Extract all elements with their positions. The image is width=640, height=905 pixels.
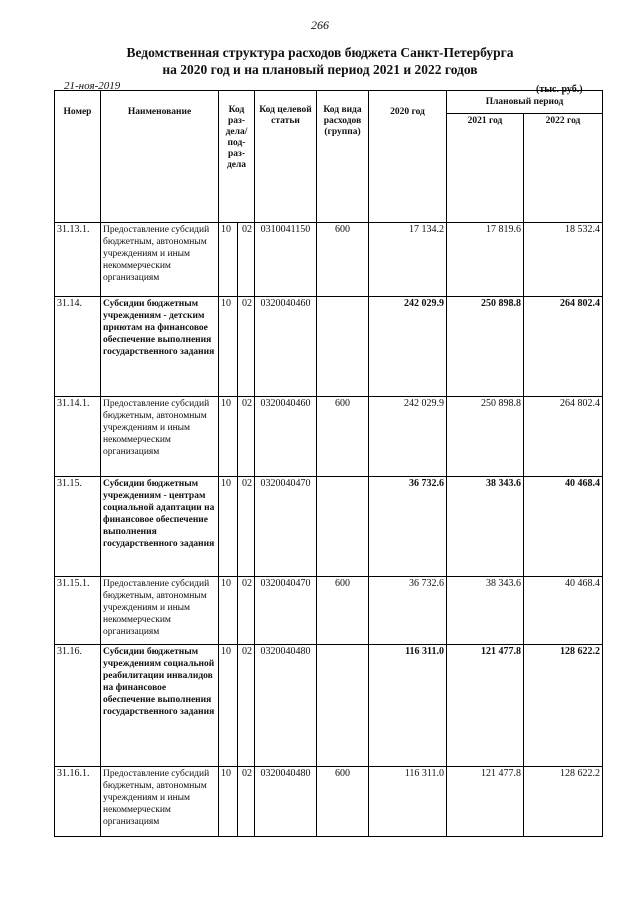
header-expense-type: Код вида расходов (группа) [317,91,369,223]
header-section: Код раз- дела/ под- раз- дела [219,91,255,223]
row-subsection: 02 [238,645,255,767]
row-value-2021: 38 343.6 [447,477,524,577]
row-section: 10 [219,577,238,645]
row-expense-type: 600 [317,767,369,837]
row-section: 10 [219,477,238,577]
row-number: 31.16.1. [55,767,101,837]
row-target: 0320040470 [255,477,317,577]
header-2022: 2022 год [524,114,603,223]
table-body [55,223,603,837]
row-value-2021: 17 819.6 [447,223,524,297]
table-row [55,477,603,577]
row-name: Предоставление субсидий бюджетным, автономным учреждениям и иным некоммерческим организациям [101,397,219,477]
row-section: 10 [219,297,238,397]
document-title [0,44,640,78]
row-subsection: 02 [238,577,255,645]
row-name: Субсидии бюджетным учреждениям - детским приютам на финансовое обеспечение выполнения государственного задания [101,297,219,397]
title-line-1: Ведомственная структура расходов бюджета Санкт-Петербурга [126,45,514,60]
row-value-2020: 116 311.0 [369,767,447,837]
row-number: 31.13.1. [55,223,101,297]
table-row [55,577,603,645]
budget-table [54,90,603,837]
row-subsection: 02 [238,397,255,477]
row-value-2022: 264 802.4 [524,397,603,477]
row-expense-type: 600 [317,577,369,645]
row-value-2021: 38 343.6 [447,577,524,645]
row-value-2021: 250 898.8 [447,297,524,397]
row-number: 31.14.1. [55,397,101,477]
budget-table-wrapper [54,90,603,837]
row-expense-type [317,297,369,397]
document-date: 21-ноя-2019 [64,80,121,92]
row-value-2022: 264 802.4 [524,297,603,397]
row-value-2021: 121 477.8 [447,767,524,837]
row-subsection: 02 [238,767,255,837]
row-section: 10 [219,397,238,477]
table-row [55,223,603,297]
row-value-2022: 40 468.4 [524,477,603,577]
row-value-2022: 128 622.2 [524,645,603,767]
row-target: 0320040460 [255,397,317,477]
row-value-2020: 36 732.6 [369,477,447,577]
row-number: 31.15.1. [55,577,101,645]
row-name: Субсидии бюджетным учреждениям - центрам социальной адаптации на финансовое обеспечение выполнения государственного задания [101,477,219,577]
title-line-2: на 2020 год и на плановый период 2021 и 2022 годов [162,62,478,77]
row-value-2021: 250 898.8 [447,397,524,477]
row-subsection: 02 [238,477,255,577]
row-subsection: 02 [238,223,255,297]
row-expense-type [317,645,369,767]
row-target: 0310041150 [255,223,317,297]
row-target: 0320040470 [255,577,317,645]
row-expense-type: 600 [317,397,369,477]
table-row [55,397,603,477]
row-value-2020: 116 311.0 [369,645,447,767]
row-value-2020: 36 732.6 [369,577,447,645]
header-planned-period: Плановый период [447,91,603,114]
row-value-2022: 18 532.4 [524,223,603,297]
header-number: Номер [55,91,101,223]
header-2020: 2020 год [369,91,447,223]
row-value-2020: 242 029.9 [369,397,447,477]
table-row [55,297,603,397]
row-expense-type [317,477,369,577]
units-label: (тыс. руб.) [536,84,583,95]
header-target: Код целевой статьи [255,91,317,223]
row-number: 31.14. [55,297,101,397]
header-name: Наименование [101,91,219,223]
row-subsection: 02 [238,297,255,397]
row-name: Предоставление субсидий бюджетным, автономным учреждениям и иным некоммерческим организациям [101,767,219,837]
row-target: 0320040460 [255,297,317,397]
row-value-2022: 40 468.4 [524,577,603,645]
row-value-2021: 121 477.8 [447,645,524,767]
row-target: 0320040480 [255,645,317,767]
row-name: Субсидии бюджетным учреждениям социальной реабилитации инвалидов на финансовое обеспечение выполнения государственного задания [101,645,219,767]
row-value-2022: 128 622.2 [524,767,603,837]
row-section: 10 [219,645,238,767]
row-name: Предоставление субсидий бюджетным, автономным учреждениям и иным некоммерческим организациям [101,577,219,645]
row-section: 10 [219,767,238,837]
row-section: 10 [219,223,238,297]
row-number: 31.15. [55,477,101,577]
table-row [55,767,603,837]
row-value-2020: 242 029.9 [369,297,447,397]
row-name: Предоставление субсидий бюджетным, автономным учреждениям и иным некоммерческим организациям [101,223,219,297]
header-2021: 2021 год [447,114,524,223]
table-row [55,645,603,767]
page-number: 266 [311,18,329,32]
row-value-2020: 17 134.2 [369,223,447,297]
row-number: 31.16. [55,645,101,767]
row-target: 0320040480 [255,767,317,837]
row-expense-type: 600 [317,223,369,297]
